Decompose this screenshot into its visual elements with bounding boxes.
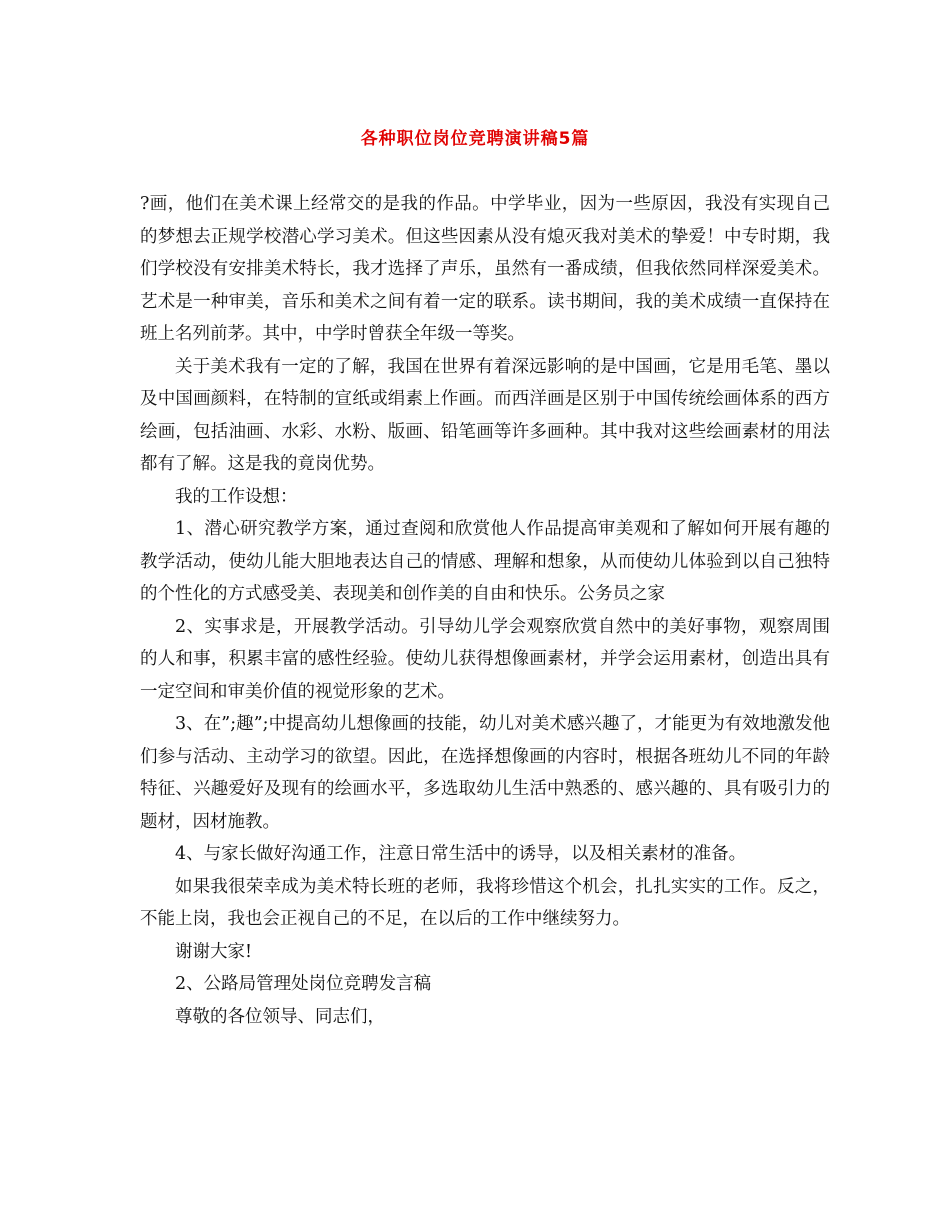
paragraph: 1、潜心研究教学方案，通过查阅和欣赏他人作品提高审美观和了解如何开展有趣的教学活动，使幼儿能大胆地表达自己的情感、理解和想象，从而使幼儿体验到以自己独特的个性化的方式感受美、表现美和创作美的自由和快乐。公务员之家 (140, 519, 830, 604)
paragraph: 谢谢大家! (175, 941, 253, 962)
paragraph: 3、在”;趣”;中提高幼儿想像画的技能，幼儿对美术感兴趣了，才能更为有效地激发他们参与活动、主动学习的欲望。因此，在选择想像画的内容时，根据各班幼儿不同的年龄特征、兴趣爱好及现有的绘画水平，多选取幼儿生活中熟悉的、感兴趣的、具有吸引力的题材，因材施教。 (140, 714, 830, 832)
page-title: 各种职位岗位竞聘演讲稿5篇 (360, 129, 590, 149)
paragraph: 2、公路局管理处岗位竞聘发言稿 (175, 974, 432, 994)
paragraph: 关于美术我有一定的了解，我国在世界有着深远影响的是中国画，它是用毛笔、墨以及中国画颜料，在特制的宣纸或绢素上作画。而西洋画是区别于中国传统绘画体系的西方绘画，包括油画、水彩、水粉、版画、铅笔画等许多画种。其中我对这些绘画素材的用法都有了解。这是我的竟岗优势。 (140, 356, 830, 474)
paragraph: ?画，他们在美术课上经常交的是我的作品。中学毕业，因为一些原因，我没有实现自己的梦想去正规学校潜心学习美术。但这些因素从没有熄灭我对美术的挚爱！中专时期，我们学校没有安排美术特长，我才选择了声乐，虽然有一番成绩，但我依然同样深爱美术。艺术是一种审美，音乐和美术之间有着一定的联系。读书期间，我的美术成绩一直保持在班上名列前茅。其中，中学时曾获全年级一等奖。 (140, 194, 830, 344)
paragraph: 如果我很荣幸成为美术特长班的老师，我将珍惜这个机会，扎扎实实的工作。反之，不能上岗，我也会正视自己的不足，在以后的工作中继续努力。 (140, 876, 830, 929)
paragraph: 2、实事求是，开展教学活动。引导幼儿学会观察欣赏自然中的美好事物，观察周围的人和事，积累丰富的感性经验。使幼儿获得想像画素材，并学会运用素材，创造出具有一定空间和审美价值的视觉形象的艺术。 (140, 616, 830, 702)
document-body (140, 188, 830, 1033)
paragraph: 我的工作设想： (175, 486, 298, 507)
paragraph: 尊敬的各位领导、同志们， (175, 1006, 385, 1027)
paragraph: 4、与家长做好沟通工作，注意日常生活中的诱导，以及相关素材的准备。 (175, 844, 747, 864)
